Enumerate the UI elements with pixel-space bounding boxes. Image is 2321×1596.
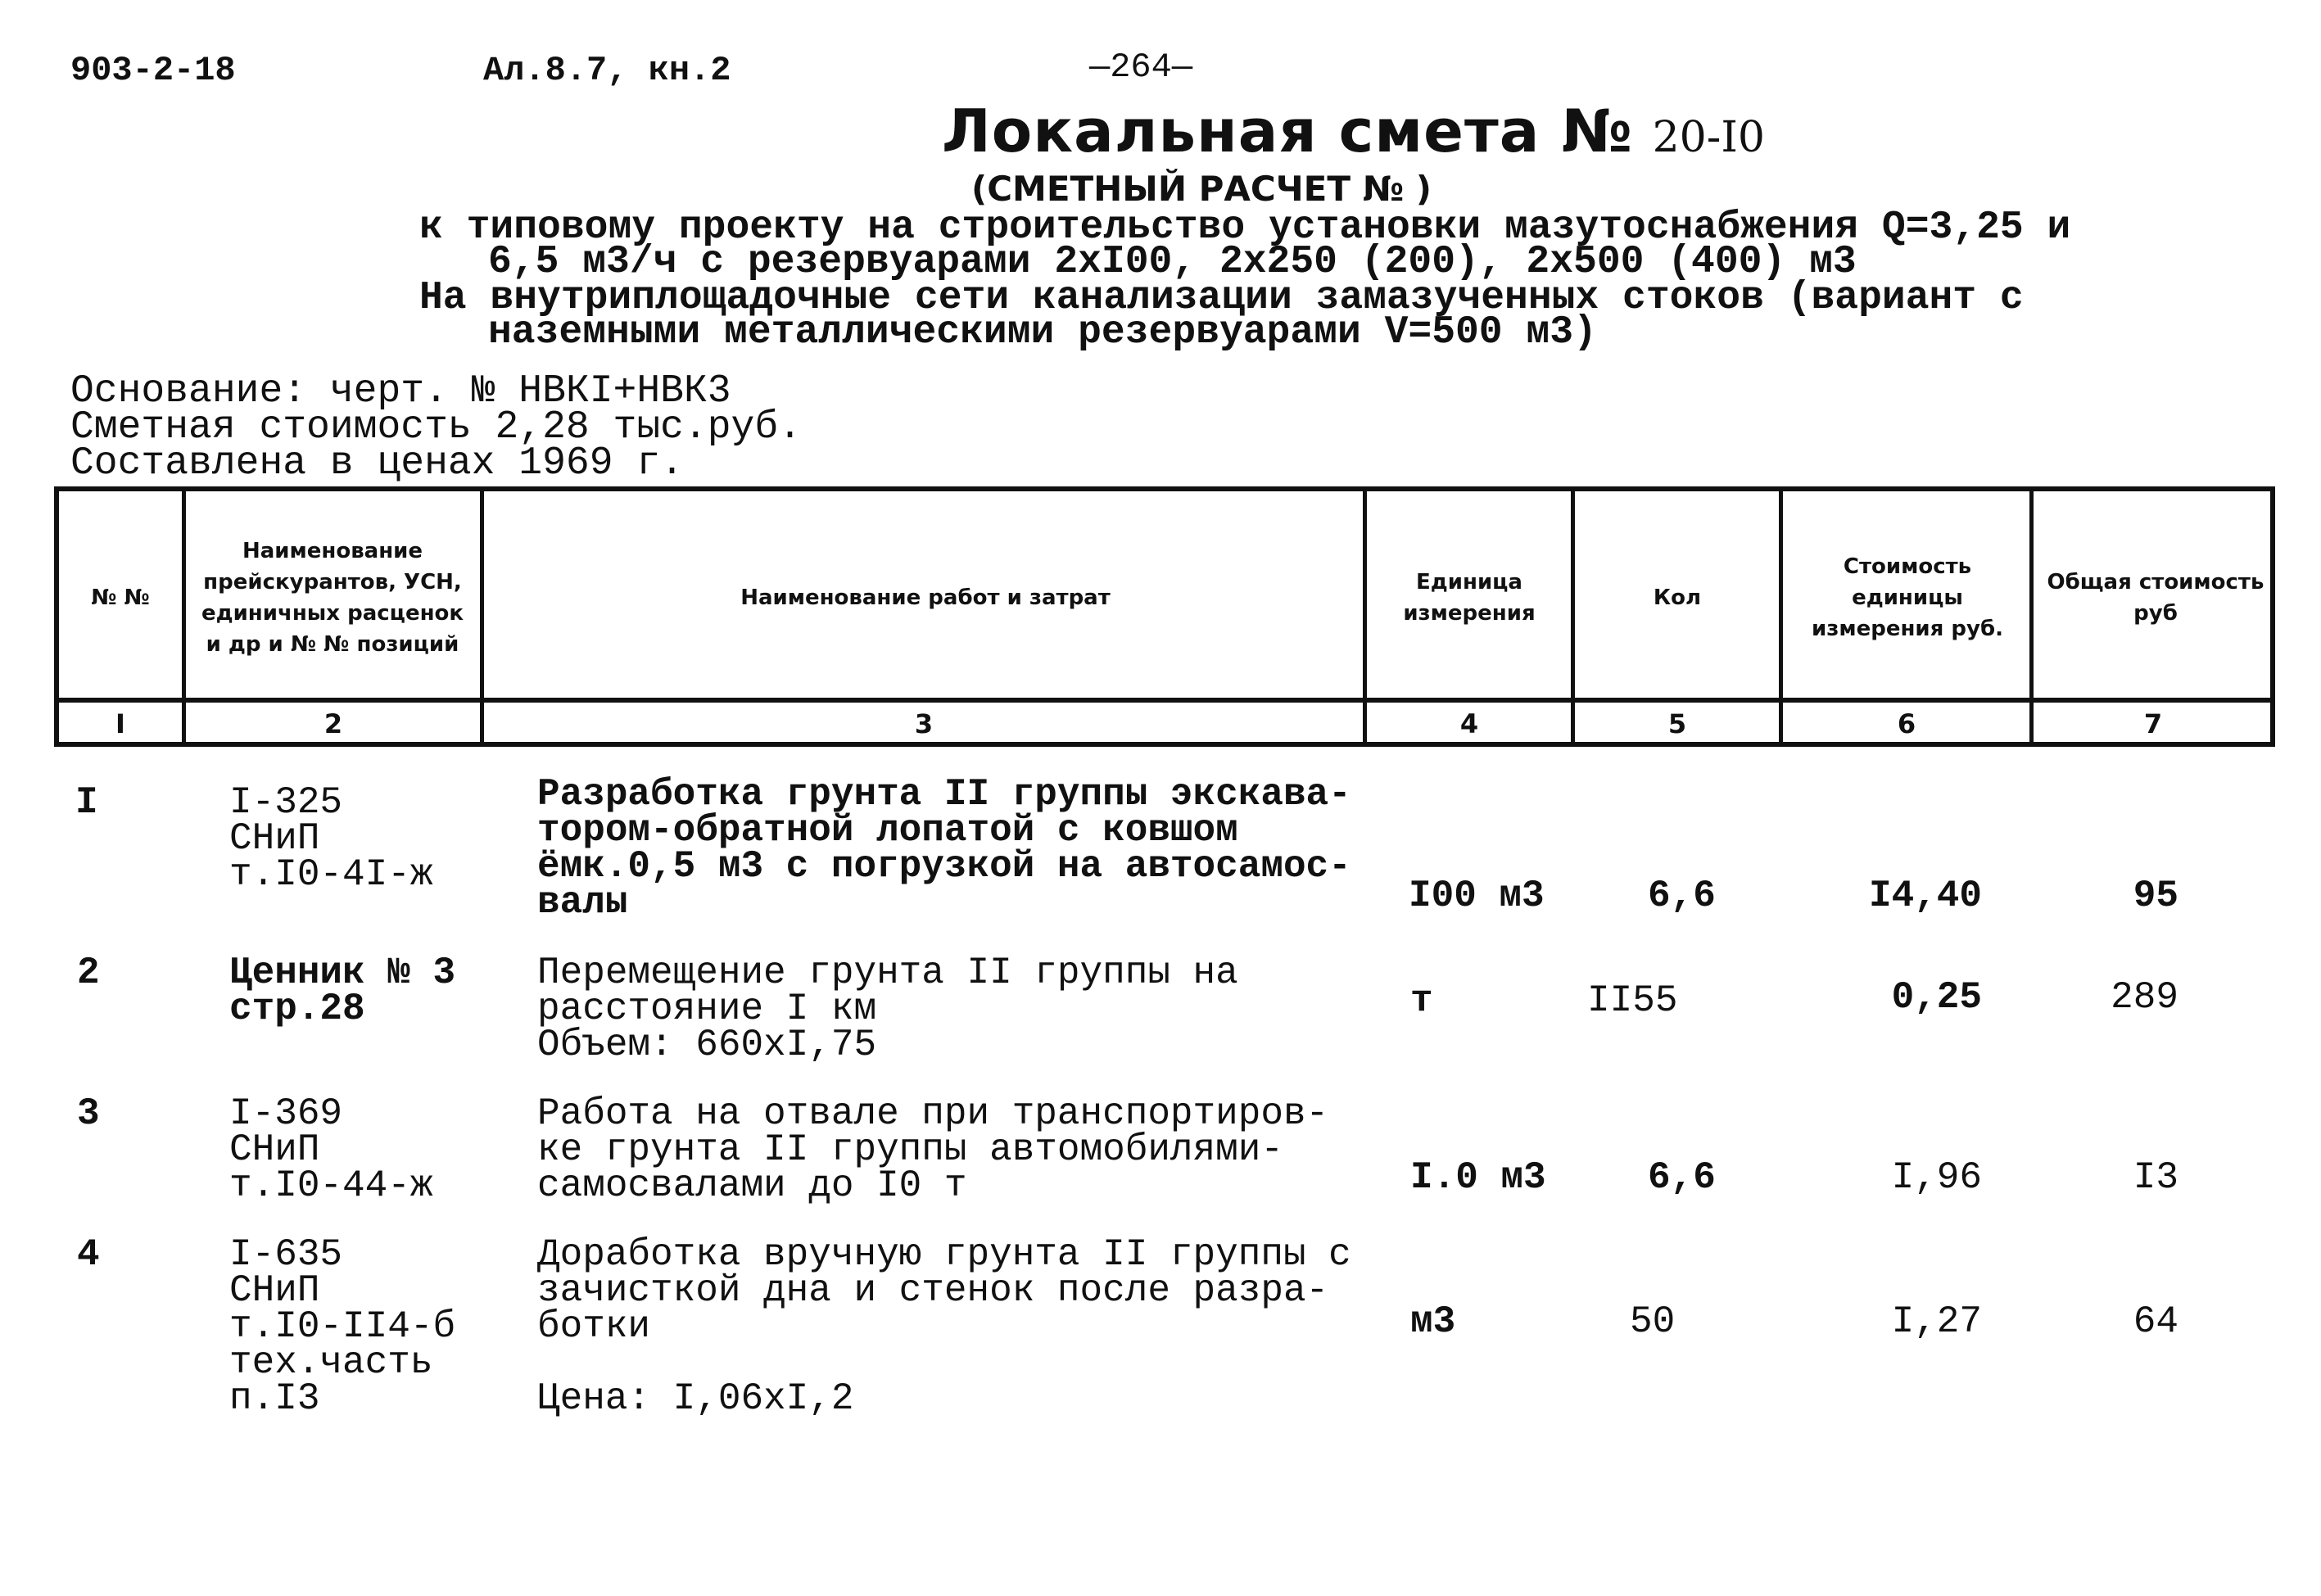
row-3-number: 3	[77, 1092, 100, 1135]
column-divider	[1779, 491, 1783, 742]
row-3-quantity: 6,6	[1648, 1156, 1716, 1199]
album-reference: Ал.8.7, кн.2	[483, 51, 731, 90]
column-number-4: 4	[1459, 708, 1479, 739]
column-number-2: 2	[323, 708, 343, 739]
row-2-unit-cost: 0,25	[1891, 976, 1982, 1019]
row-4-reference: I-635 СНиП т.I0-II4-б тех.часть п.I3	[229, 1233, 456, 1420]
description-line-4: наземными металлическими резервуарами V=500 м3)	[488, 310, 1597, 355]
header-cell-number: № №	[91, 586, 150, 610]
description-line-2: 6,5 м3/ч с резервуарами 2хI00, 2х250 (200), 2х500 (400) м3	[488, 240, 1857, 284]
row-2-quantity: II55	[1587, 979, 1678, 1022]
header-divider	[54, 698, 2275, 703]
row-2-total: 289	[2111, 976, 2178, 1019]
row-1-unit: I00 м3	[1409, 875, 1545, 917]
row-4-work: Доработка вручную грунта II группы с зачисткой дна и стенок после разра- ботки Цена: I,06хI,2	[537, 1233, 1351, 1420]
column-number-5: 5	[1667, 708, 1687, 739]
row-4-number: 4	[77, 1233, 100, 1276]
row-3-total: I3	[2133, 1156, 2178, 1199]
row-2-work: Перемещение грунта II группы на расстояние I км Объем: 660хI,75	[537, 952, 1238, 1066]
title-number: 20-I0	[1652, 113, 1765, 162]
row-4-unit: м3	[1410, 1300, 1456, 1343]
column-divider	[1363, 491, 1367, 742]
row-3-unit: I.0 м3	[1410, 1156, 1546, 1199]
basis-price-year: Составлена в ценах 1969 г.	[70, 441, 684, 486]
title-text: Локальная смета №	[942, 97, 1633, 165]
row-4-total: 64	[2133, 1300, 2178, 1343]
header-cell-total-cost: Общая стоимость руб	[2047, 570, 2264, 626]
row-1-unit-cost: I4,40	[1868, 875, 1982, 917]
header-cell-work-name: Наименование работ и затрат	[740, 586, 1111, 610]
header-cell-unit-cost: Стоимость единицы измерения руб.	[1812, 554, 2003, 641]
row-1-quantity: 6,6	[1648, 875, 1716, 917]
row-3-reference: I-369 СНиП т.I0-44-ж	[229, 1092, 433, 1207]
page-number: —264—	[1089, 47, 1193, 87]
column-number-1: I	[115, 708, 125, 739]
row-1-reference: I-325 СНиП т.I0-4I-ж	[229, 781, 433, 896]
basis-drawing: Основание: черт. № НВКI+НВК3	[70, 369, 731, 414]
column-number-7: 7	[2143, 708, 2163, 739]
row-1-number: I	[75, 781, 98, 824]
column-number-6: 6	[1897, 708, 1916, 739]
basis-estimated-cost: Сметная стоимость 2,28 тыс.руб.	[70, 405, 802, 450]
column-divider	[182, 491, 186, 742]
row-3-work: Работа на отвале при транспортиров- ке грунта II группы автомобилями- самосвалами до I0 т	[537, 1092, 1329, 1207]
document-title	[942, 97, 1765, 165]
header-cell-reference: Наименование прейскурантов, УСН, единичных расценок и др и № № позиций	[201, 539, 464, 657]
row-4-unit-cost: I,27	[1891, 1300, 1982, 1343]
row-1-work: Разработка грунта II группы экскава- тором-обратной лопатой с ковшом ёмк.0,5 м3 с погрузкой на автосамос- валы	[537, 773, 1351, 924]
row-2-reference: Ценник № 3 стр.28	[229, 952, 456, 1030]
column-divider	[1571, 491, 1575, 742]
column-divider	[480, 491, 484, 742]
header-cell-unit: Единица измерения	[1403, 570, 1536, 626]
column-divider	[2029, 491, 2034, 742]
row-2-number: 2	[77, 952, 100, 994]
row-2-unit: т	[1410, 979, 1433, 1022]
estimate-subtitle: (СМЕТНЫЙ РАСЧЕТ № )	[971, 169, 1432, 209]
project-code: 903-2-18	[70, 51, 236, 90]
header-cell-quantity: Кол	[1653, 586, 1702, 610]
row-4-quantity: 50	[1630, 1300, 1676, 1343]
description-line-3: На внутриплощадочные сети канализации замазученных стоков (вариант с	[419, 276, 2024, 320]
description-line-1: к типовому проекту на строительство установки мазутоснабжения Q=3,25 и	[419, 206, 2071, 250]
row-1-total: 95	[2133, 875, 2178, 917]
column-number-3: 3	[914, 708, 934, 739]
row-3-unit-cost: I,96	[1891, 1156, 1982, 1199]
